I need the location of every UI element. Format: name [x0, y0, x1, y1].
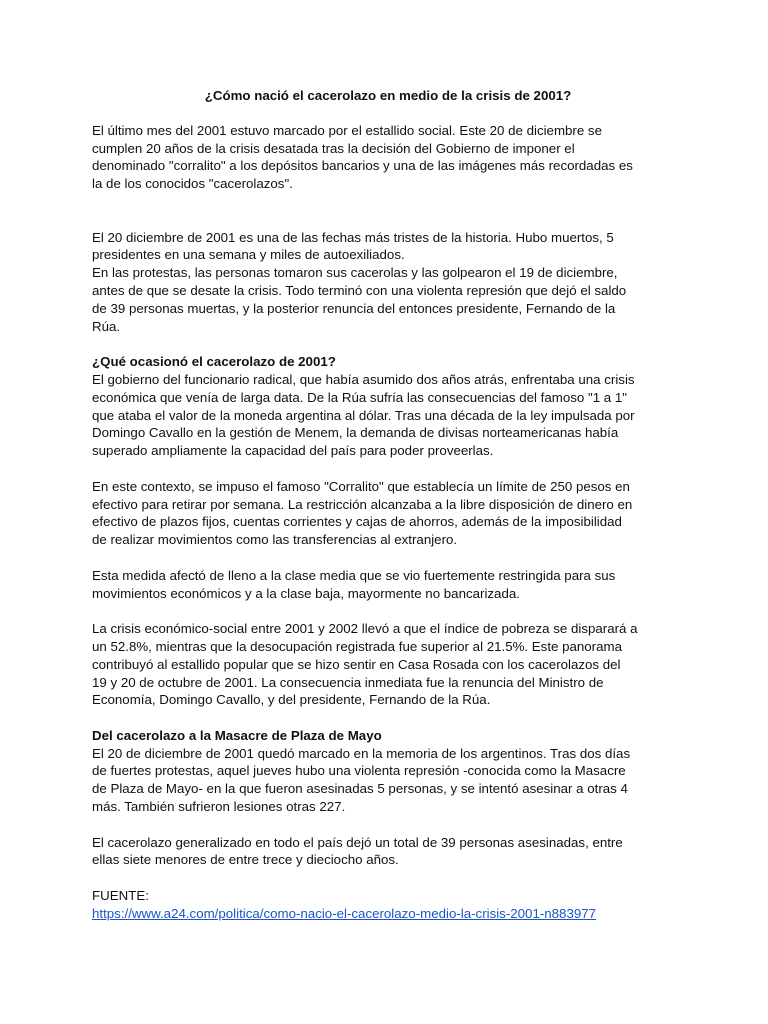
crisis-line: Economía, Domingo Cavallo, y del presidente, Fernando de la Rúa.: [92, 692, 491, 708]
crisis-line: 19 y 20 de octubre de 2001. La consecuencia inmediata fue la renuncia del Ministro de: [92, 674, 604, 690]
crisis-line: un 52.8%, mientras que la desocupación registrada fue superior al 21.5%. Este panorama: [92, 638, 622, 654]
source-label: FUENTE:: [92, 888, 149, 904]
history-line: presidentes en una semana y miles de autoexiliados.: [92, 247, 405, 263]
causes-section: [92, 353, 684, 460]
impact-paragraph: [92, 567, 684, 603]
impact-line: Esta medida afectó de lleno a la clase media que se vio fuertemente restringida para sus: [92, 567, 616, 583]
history-line: Rúa.: [92, 318, 121, 334]
massacre-line: de Plaza de Mayo- en la que fueron asesinadas 5 personas, y se intentó asesinar a otras 4: [92, 781, 628, 797]
intro-line: cumplen 20 años de la crisis desatada tras la decisión del Gobierno de imponer el: [92, 140, 575, 156]
corralito-line: efectivo de plazos fijos, cuentas corrientes y cajas de ahorros, además de la imposibilidad: [92, 514, 622, 530]
crisis-paragraph: [92, 620, 684, 709]
section-heading-causes: ¿Qué ocasionó el cacerolazo de 2001?: [92, 354, 336, 370]
history-line: En las protestas, las personas tomaron sus cacerolas y las golpearon el 19 de diciembre,: [92, 265, 618, 281]
causes-line: Domingo Cavallo en la gestión de Menem, la demanda de divisas norteamericanas había: [92, 425, 619, 441]
summary-line: ellas siete menores de entre trece y dieciocho años.: [92, 852, 399, 868]
source-link[interactable]: https://www.a24.com/politica/como-nacio-el-cacerolazo-medio-la-crisis-2001-n883977: [92, 905, 597, 921]
history-line: antes de que se desate la crisis. Todo terminó con una violenta represión que dejó el saldo: [92, 282, 627, 298]
causes-line: El gobierno del funcionario radical, que había asumido dos años atrás, enfrentaba una crisis: [92, 371, 635, 387]
crisis-line: La crisis económico-social entre 2001 y 2002 llevó a que el índice de pobreza se disparará a: [92, 621, 638, 637]
history-line: El 20 diciembre de 2001 es una de las fechas más tristes de la historia. Hubo muertos, 5: [92, 229, 614, 245]
document-title: ¿Cómo nació el cacerolazo en medio de la crisis de 2001?: [204, 88, 572, 103]
history-paragraph: [92, 229, 684, 336]
massacre-line: de fuertes protestas, aquel jueves hubo una violenta represión -conocida como la Masacre: [92, 763, 626, 779]
causes-line: económica que venía de larga data. De la Rúa sufría las consecuencias del famoso "1 a 1": [92, 389, 627, 405]
intro-line: El último mes del 2001 estuvo marcado por el estallido social. Este 20 de diciembre se: [92, 122, 602, 138]
intro-line: denominado "corralito" a los depósitos bancarios y una de las imágenes más recordadas es: [92, 158, 633, 174]
corralito-line: En este contexto, se impuso el famoso "Corralito" que establecía un límite de 250 pesos en: [92, 478, 630, 494]
corralito-line: de realizar movimientos como las transferencias al extranjero.: [92, 532, 458, 548]
massacre-line: El 20 de diciembre de 2001 quedó marcado en la memoria de los argentinos. Tras dos días: [92, 745, 631, 761]
massacre-section: [92, 727, 684, 816]
document-body: [92, 87, 684, 923]
source-link-line: [92, 905, 684, 923]
intro-paragraph: [92, 122, 684, 193]
crisis-line: contribuyó al estallido popular que se hizo sentir en Casa Rosada con los cacerolazos del: [92, 656, 621, 672]
causes-line: superado ampliamente la capacidad del país para poder proveerlas.: [92, 443, 494, 459]
section-heading-massacre: Del cacerolazo a la Masacre de Plaza de Mayo: [92, 727, 382, 743]
causes-line: que ataba el valor de la moneda argentina al dólar. Tras una década de la ley impulsada por: [92, 407, 635, 423]
corralito-line: efectivo para retirar por semana. La restricción alcanzaba a la libre disposición de dinero en: [92, 496, 633, 512]
massacre-line: más. También sufrieron lesiones otras 227.: [92, 799, 346, 815]
history-line: de 39 personas muertas, y la posterior renuncia del entonces presidente, Fernando de la: [92, 300, 616, 316]
summary-paragraph: [92, 834, 684, 870]
intro-line: la de los conocidos "cacerolazos".: [92, 176, 293, 192]
corralito-paragraph: [92, 478, 684, 549]
source-block: [92, 887, 684, 923]
impact-line: movimientos económicos y a la clase baja, mayormente no bancarizada.: [92, 585, 520, 601]
summary-line: El cacerolazo generalizado en todo el país dejó un total de 39 personas asesinadas, entre: [92, 834, 623, 850]
